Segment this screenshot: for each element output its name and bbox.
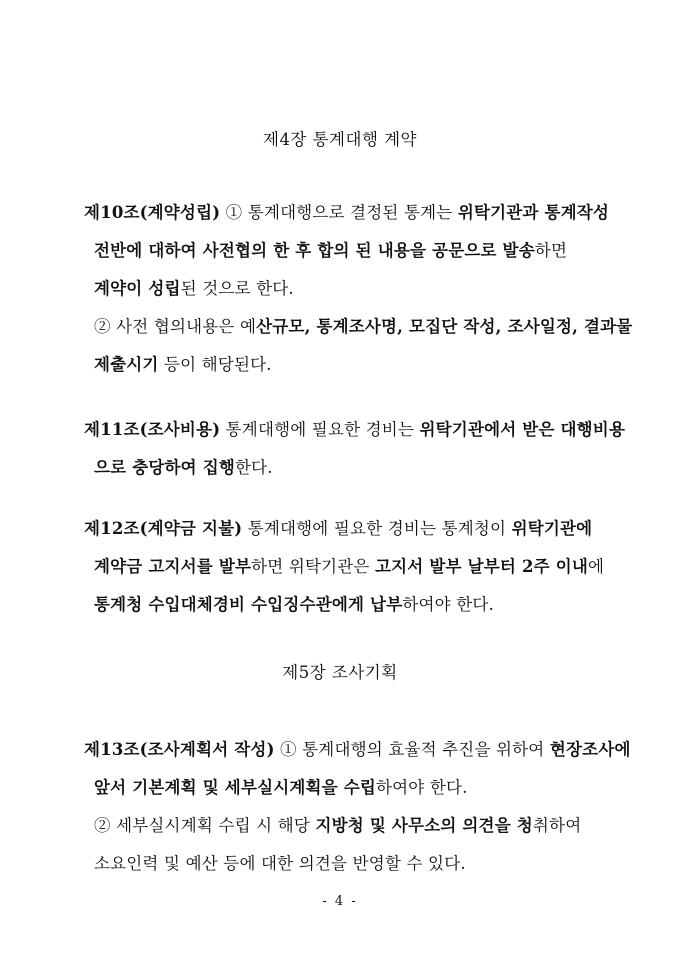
text-run: 통계대행에 필요한 경비는 xyxy=(220,420,420,439)
text-run-bold: 지방청 및 사무소의 의견을 청 xyxy=(315,816,533,835)
article-10-line-5 xyxy=(94,351,272,375)
text-run-bold: 제출시기 xyxy=(94,355,159,374)
text-run: 에 xyxy=(588,557,605,576)
article-10-line-4 xyxy=(94,313,632,337)
text-run: ① 통계대행의 효율적 추진을 위하여 xyxy=(274,740,550,759)
text-run: 한다. xyxy=(235,458,273,477)
chapter-4-heading: 제4장 통계대행 계약 xyxy=(263,130,417,149)
article-12-line-2 xyxy=(94,553,604,577)
page-number: - 4 - xyxy=(322,894,358,909)
article-10-heading: 제10조(계약성립) xyxy=(84,203,221,222)
article-10-line-1 xyxy=(84,199,609,223)
article-10-line-3 xyxy=(94,275,294,299)
article-13-line-2 xyxy=(94,774,468,798)
article-10-line-2 xyxy=(94,237,567,261)
article-13-line-1 xyxy=(84,736,631,760)
text-run: 통계청이 xyxy=(441,519,512,538)
text-run-bold: 전반에 대하여 사전협의 한 후 합의 된 내용을 공문으로 발송 xyxy=(94,241,535,260)
text-run: 된 것으로 한다. xyxy=(180,279,294,298)
article-11-line-2 xyxy=(94,454,273,478)
article-12-line-3 xyxy=(94,591,494,615)
text-run-bold: 계약금 고지서를 발부 xyxy=(94,557,252,576)
article-13-line-3 xyxy=(94,812,581,836)
text-run: 하면 xyxy=(534,241,568,260)
text-run: 등이 해당된다. xyxy=(158,355,272,374)
article-12-line-1 xyxy=(84,515,592,539)
article-12-heading: 제12조(계약금 지불) xyxy=(84,519,243,538)
text-run: ① 통계대행으로 결정된 통계는 xyxy=(220,203,458,222)
text-run-bold: 산규모, 통계조사명, 모집단 작성, 조사일정, 결과물 xyxy=(256,317,633,336)
text-run: 소요인력 및 예산 등에 대한 의견을 반영할 수 있다. xyxy=(94,854,466,873)
text-run-bold: 고지서 발부 날부터 2주 이내 xyxy=(375,557,589,576)
article-13-line-4 xyxy=(94,850,466,874)
text-run-bold: 통계청 수입대체경비 수입징수관에게 납부 xyxy=(94,595,403,614)
text-run-bold: 위탁기관에 xyxy=(511,519,593,538)
article-11-line-1 xyxy=(84,416,625,440)
text-run-bold: 계약이 성립 xyxy=(94,279,181,298)
text-run-bold: 위탁기관에서 받은 대행비용 xyxy=(419,420,626,439)
article-11-heading: 제11조(조사비용) xyxy=(84,420,221,439)
text-run-bold: 앞서 기본계획 및 세부실시계획을 수립 xyxy=(94,778,377,797)
text-run-bold: 위탁기관과 통계작성 xyxy=(457,203,610,222)
text-run: 통계대행에 필요한 경비는 xyxy=(242,519,442,538)
text-run-bold: 으로 충당하여 집행 xyxy=(94,458,236,477)
text-run-bold: 현장조사에 xyxy=(549,740,631,759)
text-run: 하면 위탁기관은 xyxy=(251,557,376,576)
article-13-heading: 제13조(조사계획서 작성) xyxy=(84,740,275,759)
text-run: 하여야 한다. xyxy=(402,595,494,614)
text-run: ② 사전 협의내용은 예 xyxy=(94,317,257,336)
text-run: ② 세부실시계획 수립 시 해당 xyxy=(94,816,316,835)
chapter-5-heading: 제5장 조사기획 xyxy=(282,663,398,682)
text-run: 하여야 한다. xyxy=(376,778,468,797)
text-run: 취하여 xyxy=(532,816,582,835)
